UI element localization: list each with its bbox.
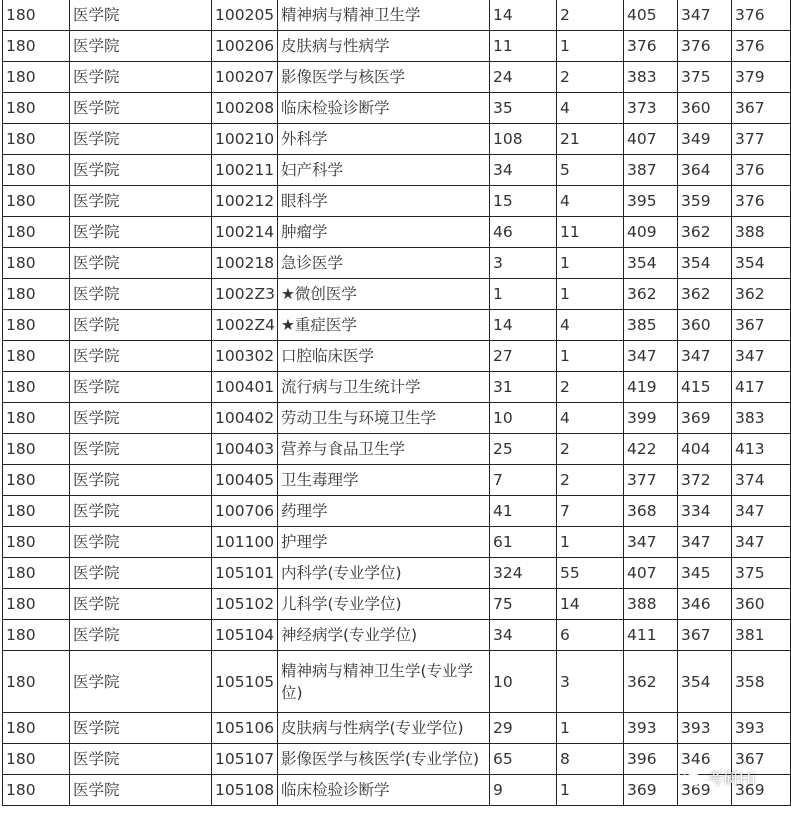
cell-major-code: 100206	[212, 31, 278, 62]
cell-major-code: 100214	[212, 217, 278, 248]
cell-applicants: 27	[490, 341, 557, 372]
table-body	[3, 0, 791, 806]
cell-min-score: 349	[678, 124, 732, 155]
cell-id: 180	[3, 186, 70, 217]
cell-major-name: 精神病与精神卫生学(专业学位)	[278, 651, 490, 713]
cell-applicants: 61	[490, 527, 557, 558]
cell-major-name: 流行病与卫生统计学	[278, 372, 490, 403]
cell-admitted: 3	[557, 651, 624, 713]
cell-min-score: 360	[678, 310, 732, 341]
watermark-text: 考研Hi	[707, 768, 756, 788]
cell-avg-score: 354	[732, 248, 791, 279]
cell-school: 医学院	[70, 775, 212, 806]
cell-min-score: 345	[678, 558, 732, 589]
cell-min-score: 362	[678, 217, 732, 248]
table-row	[3, 93, 791, 124]
cell-min-score: 347	[678, 341, 732, 372]
cell-max-score: 407	[624, 558, 678, 589]
cell-max-score: 368	[624, 496, 678, 527]
cell-admitted: 2	[557, 372, 624, 403]
cell-id: 180	[3, 496, 70, 527]
cell-id: 180	[3, 651, 70, 713]
cell-admitted: 1	[557, 248, 624, 279]
cell-min-score: 360	[678, 93, 732, 124]
cell-major-name: 外科学	[278, 124, 490, 155]
cell-max-score: 411	[624, 620, 678, 651]
cell-min-score: 347	[678, 527, 732, 558]
table-row	[3, 527, 791, 558]
table-row	[3, 744, 791, 775]
cell-min-score: 354	[678, 651, 732, 713]
cell-min-score: 372	[678, 465, 732, 496]
table-row	[3, 465, 791, 496]
cell-avg-score: 393	[732, 713, 791, 744]
cell-avg-score: 374	[732, 465, 791, 496]
cell-id: 180	[3, 62, 70, 93]
cell-applicants: 10	[490, 651, 557, 713]
cell-major-code: 100210	[212, 124, 278, 155]
cell-admitted: 1	[557, 279, 624, 310]
cell-id: 180	[3, 620, 70, 651]
cell-major-name: 护理学	[278, 527, 490, 558]
cell-major-name: 急诊医学	[278, 248, 490, 279]
cell-max-score: 422	[624, 434, 678, 465]
cell-avg-score: 388	[732, 217, 791, 248]
table-row	[3, 372, 791, 403]
cell-school: 医学院	[70, 124, 212, 155]
cell-admitted: 21	[557, 124, 624, 155]
cell-major-name: 精神病与精神卫生学	[278, 0, 490, 31]
cell-id: 180	[3, 217, 70, 248]
cell-school: 医学院	[70, 341, 212, 372]
cell-max-score: 347	[624, 527, 678, 558]
cell-major-name: ★微创医学	[278, 279, 490, 310]
cell-min-score: 347	[678, 0, 732, 31]
cell-min-score: 364	[678, 155, 732, 186]
cell-max-score: 405	[624, 0, 678, 31]
cell-min-score: 369	[678, 403, 732, 434]
cell-major-name: 临床检验诊断学	[278, 775, 490, 806]
cell-admitted: 2	[557, 465, 624, 496]
cell-major-name: 劳动卫生与环境卫生学	[278, 403, 490, 434]
table-row	[3, 124, 791, 155]
cell-min-score: 376	[678, 31, 732, 62]
cell-school: 医学院	[70, 465, 212, 496]
table-row	[3, 558, 791, 589]
cell-applicants: 7	[490, 465, 557, 496]
cell-id: 180	[3, 341, 70, 372]
cell-major-code: 100403	[212, 434, 278, 465]
cell-school: 医学院	[70, 558, 212, 589]
cell-school: 医学院	[70, 155, 212, 186]
cell-avg-score: 383	[732, 403, 791, 434]
cell-id: 180	[3, 589, 70, 620]
cell-major-name: 妇产科学	[278, 155, 490, 186]
cell-applicants: 11	[490, 31, 557, 62]
cell-id: 180	[3, 744, 70, 775]
cell-major-code: 1002Z3	[212, 279, 278, 310]
cell-admitted: 4	[557, 310, 624, 341]
cell-id: 180	[3, 0, 70, 31]
cell-min-score: 369	[678, 775, 732, 806]
table-row	[3, 217, 791, 248]
cell-major-code: 100401	[212, 372, 278, 403]
cell-major-name: 肿瘤学	[278, 217, 490, 248]
cell-avg-score: 367	[732, 310, 791, 341]
cell-school: 医学院	[70, 310, 212, 341]
cell-major-code: 100402	[212, 403, 278, 434]
cell-applicants: 75	[490, 589, 557, 620]
table-row	[3, 0, 791, 31]
table-row	[3, 651, 791, 713]
cell-school: 医学院	[70, 403, 212, 434]
cell-applicants: 29	[490, 713, 557, 744]
cell-applicants: 41	[490, 496, 557, 527]
cell-max-score: 396	[624, 744, 678, 775]
cell-avg-score: 376	[732, 31, 791, 62]
cell-school: 医学院	[70, 496, 212, 527]
cell-school: 医学院	[70, 620, 212, 651]
cell-avg-score: 367	[732, 93, 791, 124]
cell-id: 180	[3, 434, 70, 465]
cell-admitted: 1	[557, 713, 624, 744]
cell-major-name: 口腔临床医学	[278, 341, 490, 372]
cell-min-score: 362	[678, 279, 732, 310]
cell-avg-score: 367	[732, 744, 791, 775]
cell-admitted: 6	[557, 620, 624, 651]
table-row	[3, 186, 791, 217]
cell-major-code: 101100	[212, 527, 278, 558]
cell-applicants: 24	[490, 62, 557, 93]
cell-admitted: 2	[557, 0, 624, 31]
cell-avg-score: 376	[732, 155, 791, 186]
cell-major-code: 105107	[212, 744, 278, 775]
cell-school: 医学院	[70, 589, 212, 620]
cell-applicants: 65	[490, 744, 557, 775]
cell-school: 医学院	[70, 93, 212, 124]
cell-max-score: 395	[624, 186, 678, 217]
cell-applicants: 108	[490, 124, 557, 155]
cell-max-score: 409	[624, 217, 678, 248]
cell-min-score: 393	[678, 713, 732, 744]
cell-major-code: 100212	[212, 186, 278, 217]
cell-applicants: 31	[490, 372, 557, 403]
cell-major-code: 100211	[212, 155, 278, 186]
cell-id: 180	[3, 124, 70, 155]
cell-min-score: 367	[678, 620, 732, 651]
table-row	[3, 341, 791, 372]
cell-id: 180	[3, 31, 70, 62]
cell-major-code: 105106	[212, 713, 278, 744]
cell-admitted: 1	[557, 775, 624, 806]
cell-applicants: 34	[490, 155, 557, 186]
cell-admitted: 4	[557, 93, 624, 124]
cell-school: 医学院	[70, 31, 212, 62]
cell-avg-score: 347	[732, 496, 791, 527]
cell-major-name: 影像医学与核医学(专业学位)	[278, 744, 490, 775]
cell-major-code: 105101	[212, 558, 278, 589]
cell-applicants: 10	[490, 403, 557, 434]
cell-max-score: 387	[624, 155, 678, 186]
cell-major-code: 100207	[212, 62, 278, 93]
cell-applicants: 25	[490, 434, 557, 465]
cell-id: 180	[3, 93, 70, 124]
cell-min-score: 404	[678, 434, 732, 465]
cell-applicants: 14	[490, 0, 557, 31]
cell-major-name: 临床检验诊断学	[278, 93, 490, 124]
cell-applicants: 1	[490, 279, 557, 310]
cell-max-score: 383	[624, 62, 678, 93]
cell-min-score: 346	[678, 589, 732, 620]
table-row	[3, 279, 791, 310]
cell-school: 医学院	[70, 713, 212, 744]
cell-min-score: 375	[678, 62, 732, 93]
cell-id: 180	[3, 775, 70, 806]
cell-admitted: 55	[557, 558, 624, 589]
cell-id: 180	[3, 465, 70, 496]
cell-major-name: 药理学	[278, 496, 490, 527]
cell-major-code: 100205	[212, 0, 278, 31]
cell-avg-score: 376	[732, 186, 791, 217]
cell-school: 医学院	[70, 0, 212, 31]
table-row	[3, 434, 791, 465]
cell-major-name: 营养与食品卫生学	[278, 434, 490, 465]
cell-admitted: 2	[557, 62, 624, 93]
cell-major-code: 105108	[212, 775, 278, 806]
table-row	[3, 713, 791, 744]
cell-avg-score: 377	[732, 124, 791, 155]
cell-admitted: 8	[557, 744, 624, 775]
cell-admitted: 1	[557, 341, 624, 372]
cell-avg-score: 375	[732, 558, 791, 589]
cell-max-score: 376	[624, 31, 678, 62]
cell-max-score: 362	[624, 279, 678, 310]
cell-admitted: 1	[557, 31, 624, 62]
cell-applicants: 46	[490, 217, 557, 248]
cell-major-name: 卫生毒理学	[278, 465, 490, 496]
cell-avg-score: 381	[732, 620, 791, 651]
cell-max-score: 419	[624, 372, 678, 403]
cell-min-score: 346	[678, 744, 732, 775]
table-row	[3, 496, 791, 527]
cell-major-code: 100405	[212, 465, 278, 496]
cell-avg-score: 360	[732, 589, 791, 620]
cell-id: 180	[3, 155, 70, 186]
cell-id: 180	[3, 527, 70, 558]
table-row	[3, 62, 791, 93]
cell-major-name: 内科学(专业学位)	[278, 558, 490, 589]
cell-avg-score: 376	[732, 0, 791, 31]
cell-major-code: 105104	[212, 620, 278, 651]
cell-avg-score: 413	[732, 434, 791, 465]
cell-id: 180	[3, 713, 70, 744]
cell-min-score: 359	[678, 186, 732, 217]
cell-avg-score: 347	[732, 527, 791, 558]
cell-avg-score: 358	[732, 651, 791, 713]
cell-school: 医学院	[70, 527, 212, 558]
cell-max-score: 385	[624, 310, 678, 341]
cell-school: 医学院	[70, 62, 212, 93]
cell-avg-score: 417	[732, 372, 791, 403]
cell-major-code: 100218	[212, 248, 278, 279]
cell-avg-score: 369	[732, 775, 791, 806]
admission-score-table	[2, 0, 791, 806]
cell-max-score: 362	[624, 651, 678, 713]
cell-school: 医学院	[70, 744, 212, 775]
table-row	[3, 589, 791, 620]
cell-applicants: 3	[490, 248, 557, 279]
cell-school: 医学院	[70, 217, 212, 248]
cell-admitted: 5	[557, 155, 624, 186]
cell-max-score: 407	[624, 124, 678, 155]
cell-major-code: 100706	[212, 496, 278, 527]
cell-major-code: 100302	[212, 341, 278, 372]
cell-avg-score: 379	[732, 62, 791, 93]
cell-min-score: 334	[678, 496, 732, 527]
cell-max-score: 388	[624, 589, 678, 620]
cell-avg-score: 347	[732, 341, 791, 372]
cell-school: 医学院	[70, 372, 212, 403]
cell-school: 医学院	[70, 186, 212, 217]
cell-major-name: 皮肤病与性病学(专业学位)	[278, 713, 490, 744]
table-row	[3, 155, 791, 186]
table-row	[3, 248, 791, 279]
cell-major-name: 眼科学	[278, 186, 490, 217]
cell-applicants: 14	[490, 310, 557, 341]
cell-admitted: 14	[557, 589, 624, 620]
table-row	[3, 403, 791, 434]
cell-id: 180	[3, 372, 70, 403]
cell-max-score: 377	[624, 465, 678, 496]
table-row	[3, 310, 791, 341]
cell-id: 180	[3, 403, 70, 434]
cell-major-code: 105102	[212, 589, 278, 620]
cell-admitted: 2	[557, 434, 624, 465]
cell-applicants: 324	[490, 558, 557, 589]
cell-major-name: 儿科学(专业学位)	[278, 589, 490, 620]
cell-major-name: 影像医学与核医学	[278, 62, 490, 93]
cell-school: 医学院	[70, 248, 212, 279]
cell-max-score: 369	[624, 775, 678, 806]
cell-admitted: 4	[557, 403, 624, 434]
cell-applicants: 35	[490, 93, 557, 124]
cell-major-code: 100208	[212, 93, 278, 124]
cell-admitted: 7	[557, 496, 624, 527]
cell-school: 医学院	[70, 279, 212, 310]
cell-admitted: 4	[557, 186, 624, 217]
cell-id: 180	[3, 279, 70, 310]
cell-max-score: 393	[624, 713, 678, 744]
table-row	[3, 620, 791, 651]
cell-max-score: 354	[624, 248, 678, 279]
cell-admitted: 11	[557, 217, 624, 248]
cell-admitted: 1	[557, 527, 624, 558]
cell-applicants: 9	[490, 775, 557, 806]
cell-id: 180	[3, 248, 70, 279]
cell-max-score: 347	[624, 341, 678, 372]
cell-major-name: ★重症医学	[278, 310, 490, 341]
table-row	[3, 31, 791, 62]
cell-major-code: 1002Z4	[212, 310, 278, 341]
cell-major-code: 105105	[212, 651, 278, 713]
cell-max-score: 399	[624, 403, 678, 434]
cell-min-score: 354	[678, 248, 732, 279]
cell-major-name: 神经病学(专业学位)	[278, 620, 490, 651]
cell-max-score: 373	[624, 93, 678, 124]
cell-min-score: 415	[678, 372, 732, 403]
cell-applicants: 34	[490, 620, 557, 651]
cell-applicants: 15	[490, 186, 557, 217]
cell-id: 180	[3, 558, 70, 589]
table-row	[3, 775, 791, 806]
cell-id: 180	[3, 310, 70, 341]
cell-school: 医学院	[70, 434, 212, 465]
cell-school: 医学院	[70, 651, 212, 713]
cell-major-name: 皮肤病与性病学	[278, 31, 490, 62]
cell-avg-score: 362	[732, 279, 791, 310]
